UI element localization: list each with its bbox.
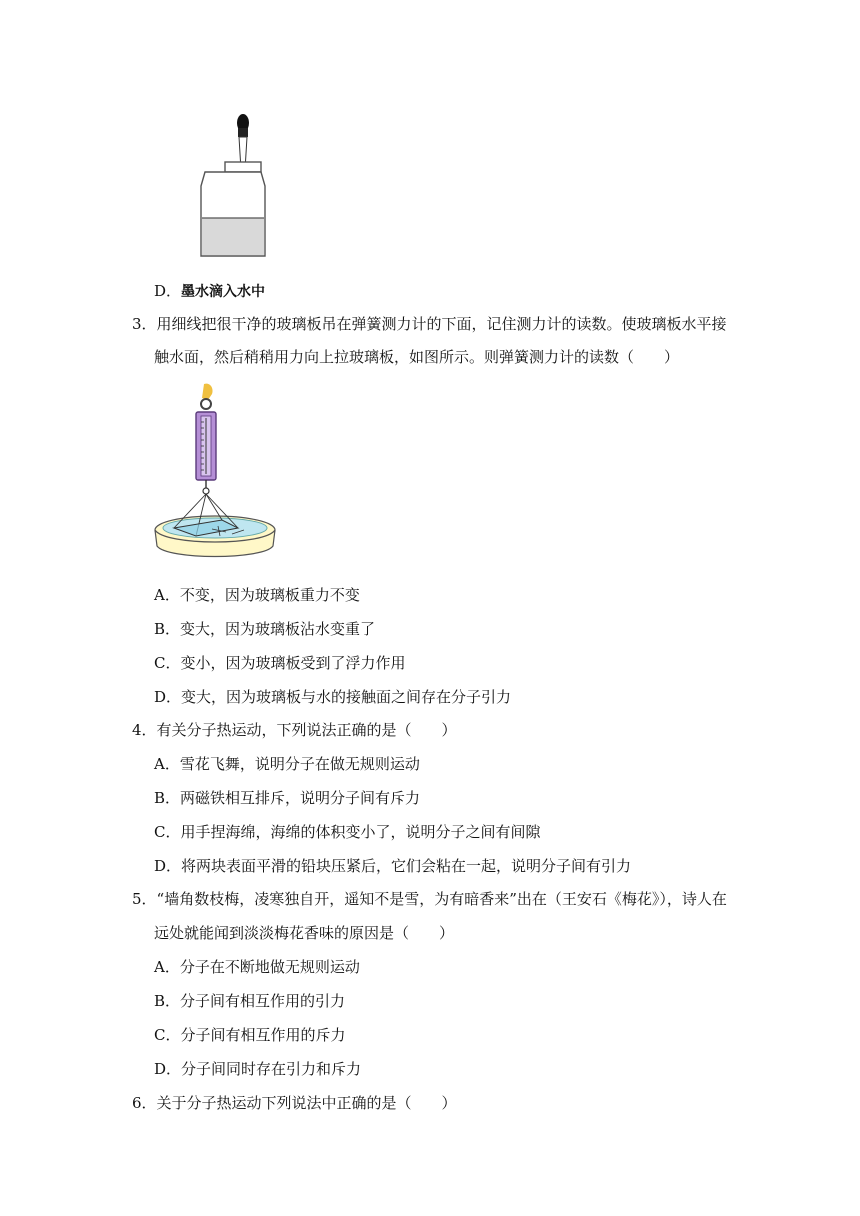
question-5-option-b: B．分子间有相互作用的引力 [154,992,346,1010]
figure1-caption-letter: D． [154,282,182,300]
question-4-text-1: 有关分子热运动，下列说法正确的是（ ） [156,721,457,739]
question-4-option-d: D．将两块表面平滑的铅块压紧后，它们会粘在一起，说明分子间有引力 [154,857,632,875]
question-3-text-2: 触水面，然后稍稍用力向上拉玻璃板，如图所示。则弹簧测力计的读数（ ） [154,348,680,366]
question-3-option-a: A．不变，因为玻璃板重力不变 [154,586,360,604]
question-6-text-1: 关于分子热运动下列说法中正确的是（ ） [156,1094,457,1112]
question-6-line-1 [132,1093,457,1113]
spring-scale-illustration [152,382,278,564]
question-3-option-d: D．变大，因为玻璃板与水的接触面之间存在分子引力 [154,688,512,706]
question-3-line-1 [132,314,727,334]
figure1-caption-text: 墨水滴入水中 [181,284,266,300]
question-3-text-1: 用细线把很干净的玻璃板吊在弹簧测力计的下面，记住测力计的读数。使玻璃板水平接 [156,315,727,333]
ink-dropper-bottle-figure [196,110,266,260]
question-4-line-1 [132,720,457,740]
question-6-number: 6． [132,1094,157,1112]
question-5-text-2: 远处就能闻到淡淡梅花香味的原因是（ ） [154,924,455,942]
question-5-option-d: D．分子间同时存在引力和斥力 [154,1060,362,1078]
question-5-text-1: “墙角数枝梅，凌寒独自开，遥知不是雪，为有暗香来”出在（王安石《梅花》），诗人在 [156,890,727,908]
question-5-line-1 [132,889,727,909]
spring-scale-figure [152,382,278,564]
question-4-option-b: B．两磁铁相互排斥，说明分子间有斥力 [154,789,421,807]
figure1-caption [154,281,265,302]
question-4-option-c: C．用手捏海绵，海绵的体积变小了，说明分子之间有间隙 [154,823,541,841]
question-4-option-a: A．雪花飞舞，说明分子在做无规则运动 [154,755,420,773]
question-5-option-a: A．分子在不断地做无规则运动 [154,958,360,976]
question-3-option-c: C．变小，因为玻璃板受到了浮力作用 [154,654,406,672]
dropper-bottle-illustration [196,110,266,260]
question-3-number: 3． [132,315,157,333]
question-4-number: 4． [132,721,157,739]
question-5-option-c: C．分子间有相互作用的斥力 [154,1026,346,1044]
question-3-option-b: B．变大，因为玻璃板沾水变重了 [154,620,376,638]
question-5-number: 5． [132,890,157,908]
